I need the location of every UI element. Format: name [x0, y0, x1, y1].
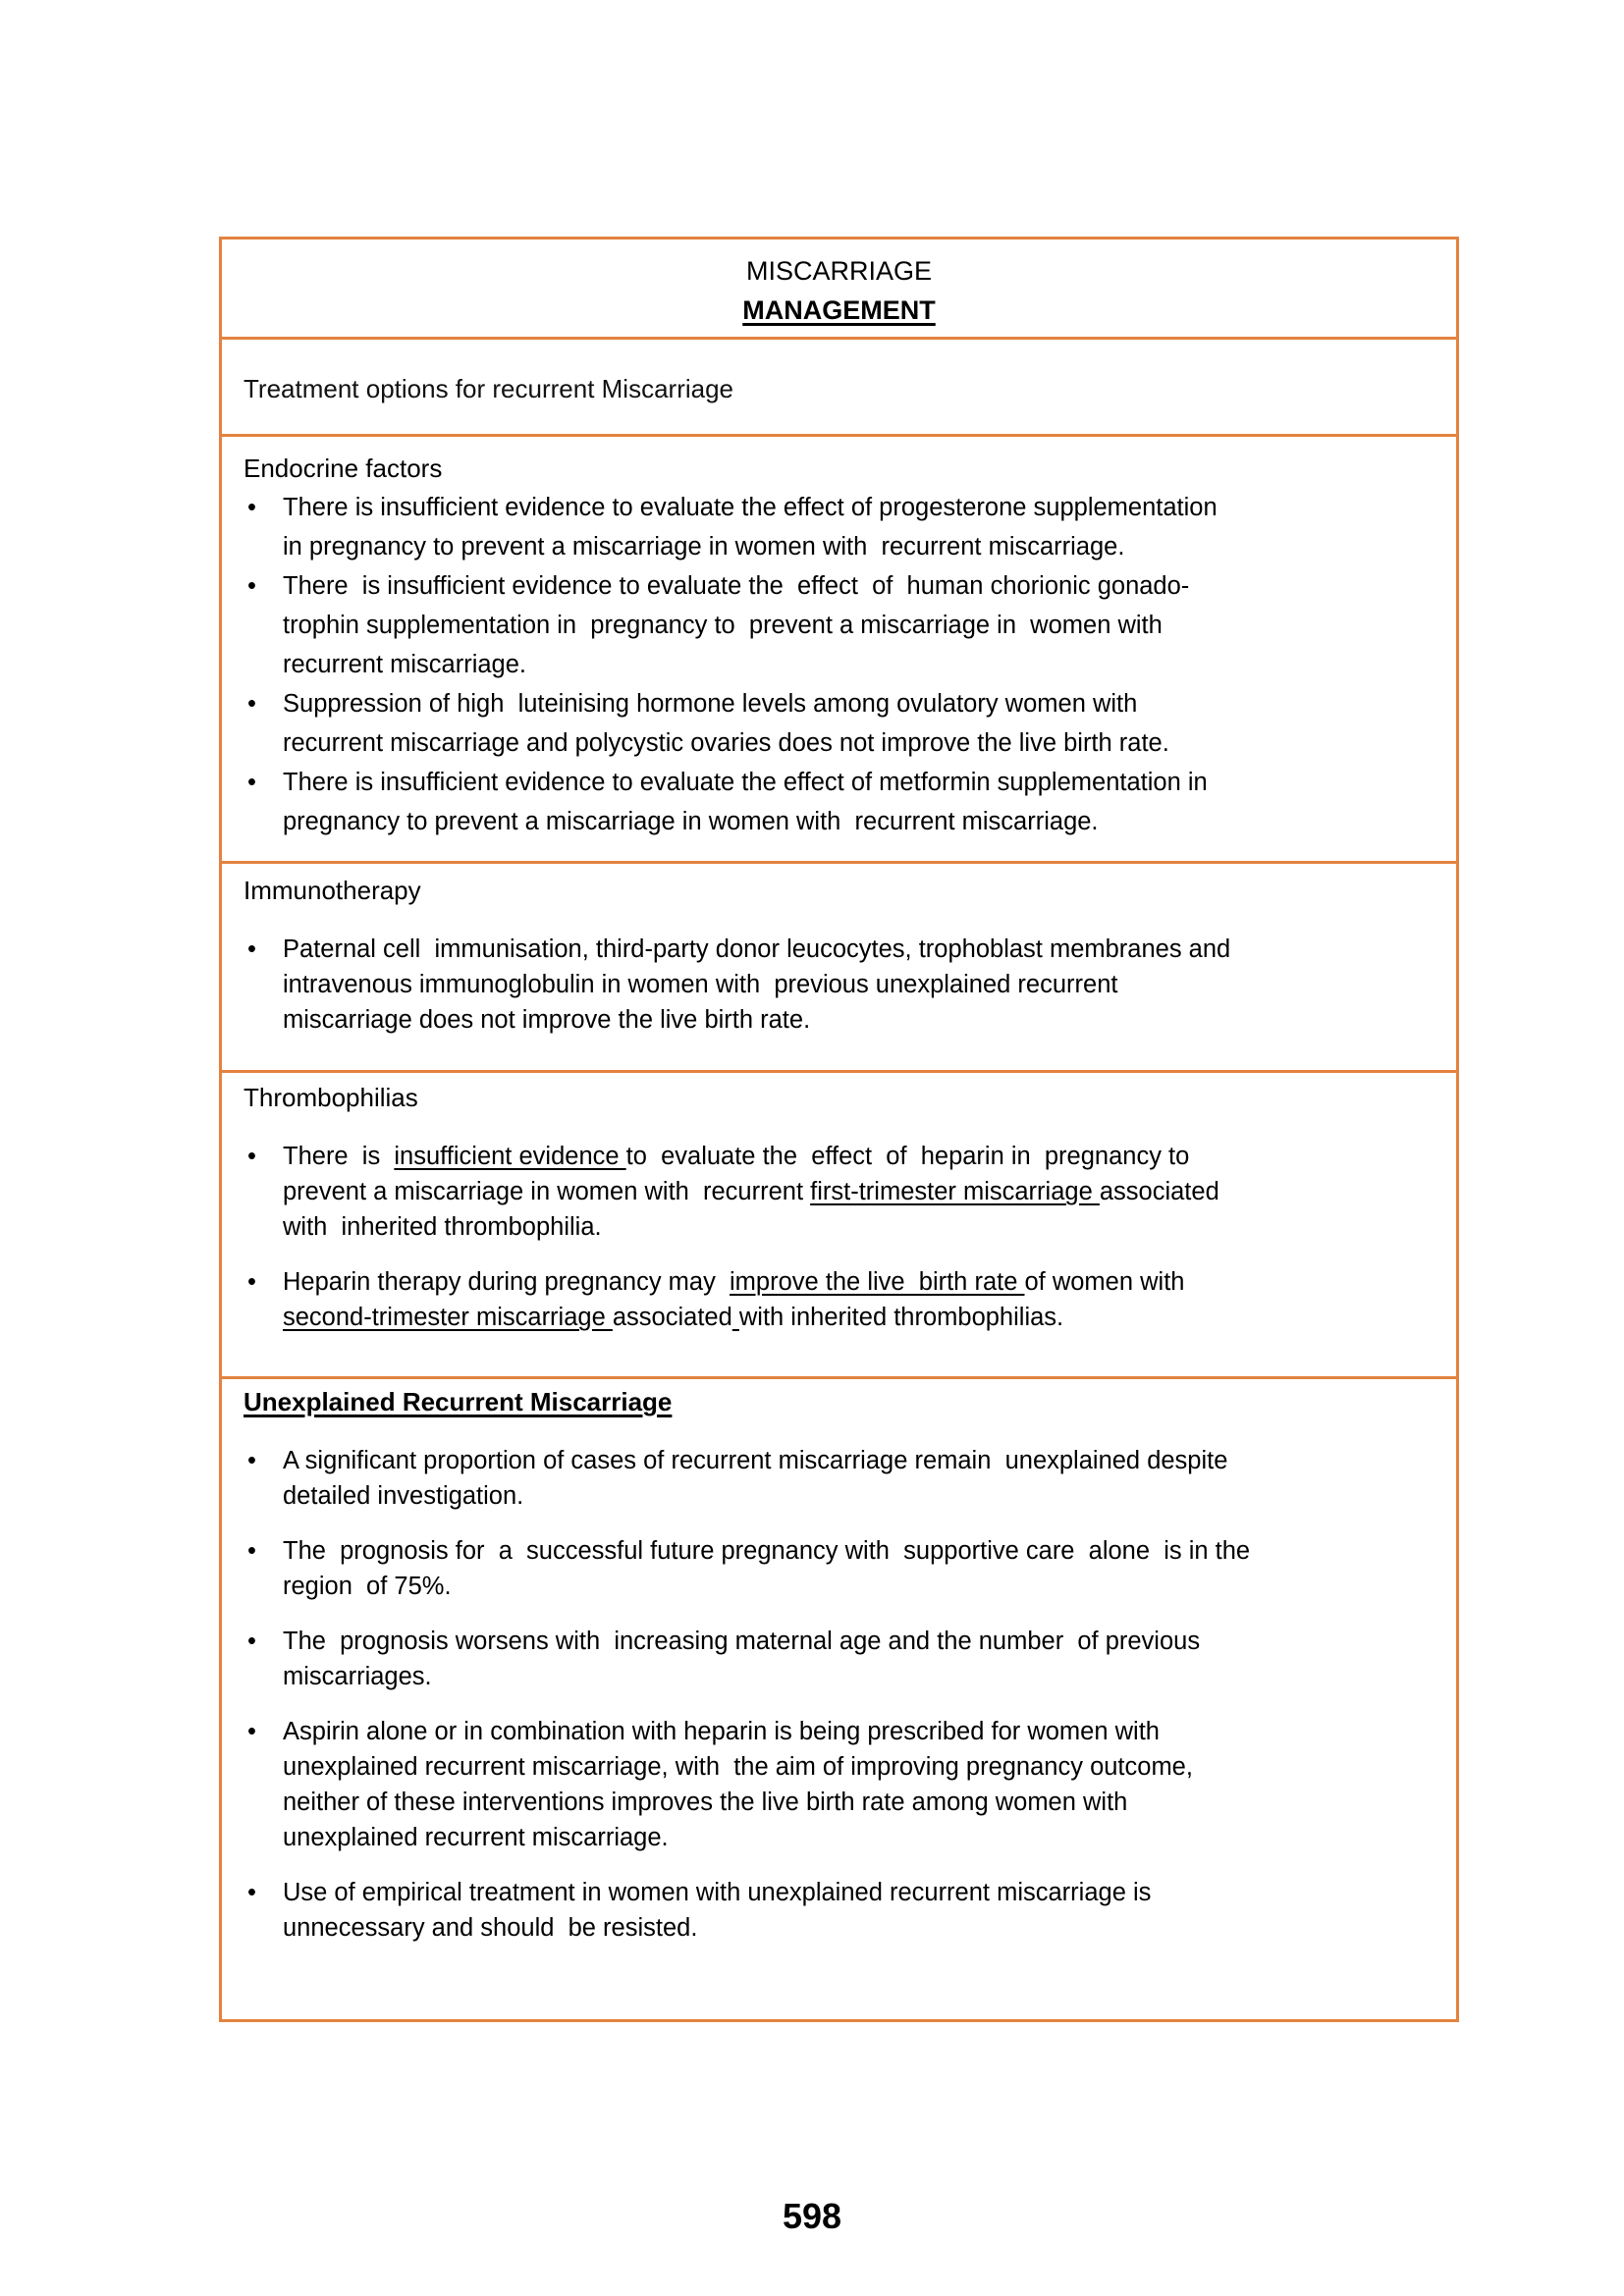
bullet-icon: •: [247, 1718, 256, 1745]
text-line: [283, 527, 1436, 566]
text-line: [283, 1443, 1436, 1478]
text-line: [283, 1659, 1436, 1694]
bullet-list: [244, 488, 1436, 841]
list-item: [244, 1139, 1436, 1245]
bullet-icon: •: [247, 494, 256, 521]
text-segment: in pregnancy to prevent a miscarriage in women with recurrent miscarriage.: [283, 533, 1125, 561]
text-line: [283, 684, 1436, 723]
bullet-icon: •: [247, 690, 256, 718]
text-segment: Use of empirical treatment in women with unexplained recurrent miscarriage is: [283, 1879, 1152, 1906]
text-segment: intravenous immunoglobulin in women with previous unexplained recurrent: [283, 971, 1118, 998]
text-segment: to evaluate the effect of heparin in pregnancy to: [625, 1143, 1190, 1170]
text-segment: Suppression of high luteinising hormone levels among ovulatory women with: [283, 690, 1138, 718]
subtitle: Treatment options for recurrent Miscarriage: [244, 374, 734, 403]
text-line: [283, 1624, 1436, 1659]
text-line: [283, 763, 1436, 802]
bullet-icon: •: [247, 1268, 256, 1296]
underlined-text: [732, 1304, 739, 1331]
text-segment: recurrent miscarriage.: [283, 651, 526, 678]
text-segment: neither of these interventions improves the live birth rate among women with: [283, 1789, 1128, 1816]
list-item: [244, 932, 1436, 1038]
section-heading: Unexplained Recurrent Miscarriage: [244, 1387, 673, 1416]
underlined-text: first-trimester miscarriage: [810, 1178, 1100, 1205]
text-segment: There is insufficient evidence to evaluate the effect of progesterone supplementation: [283, 494, 1218, 521]
text-line: [283, 802, 1436, 841]
text-line: [283, 1714, 1436, 1749]
text-segment: There is: [283, 1143, 395, 1170]
text-segment: unexplained recurrent miscarriage.: [283, 1824, 669, 1851]
text-segment: The prognosis for a successful future pregnancy with supportive care alone is in the: [283, 1537, 1251, 1565]
section-thrombophilias: [222, 1070, 1456, 1379]
list-item: [244, 763, 1436, 841]
text-segment: with inherited thrombophilia.: [283, 1213, 602, 1241]
text-segment: Aspirin alone or in combination with heparin is being prescribed for women with: [283, 1718, 1160, 1745]
list-item: [244, 566, 1436, 684]
text-segment: of women with: [1024, 1268, 1185, 1296]
text-segment: prevent a miscarriage in women with recurrent: [283, 1178, 811, 1205]
text-segment: region of 75%.: [283, 1573, 452, 1600]
text-segment: The prognosis worsens with increasing maternal age and the number of previous: [283, 1628, 1201, 1655]
list-item: [244, 1443, 1436, 1514]
text-line: [283, 1139, 1436, 1174]
text-line: [283, 606, 1436, 645]
text-segment: miscarriage does not improve the live birth rate.: [283, 1006, 811, 1034]
text-line: [283, 932, 1436, 967]
underlined-text: improve the live birth rate: [730, 1268, 1025, 1296]
bullet-icon: •: [247, 935, 256, 963]
text-segment: with inherited thrombophilias.: [738, 1304, 1064, 1331]
text-segment: unnecessary and should be resisted.: [283, 1914, 698, 1942]
bullet-icon: •: [247, 1628, 256, 1655]
text-segment: associated: [612, 1304, 732, 1331]
underlined-text: insufficient evidence: [394, 1143, 626, 1170]
bullet-icon: •: [247, 1879, 256, 1906]
text-segment: trophin supplementation in pregnancy to prevent a miscarriage in women with: [283, 612, 1163, 639]
list-item: [244, 1714, 1436, 1855]
list-item: [244, 1624, 1436, 1694]
text-line: [283, 1910, 1436, 1946]
text-segment: Heparin therapy during pregnancy may: [283, 1268, 731, 1296]
text-segment: A significant proportion of cases of recurrent miscarriage remain unexplained despite: [283, 1447, 1228, 1474]
list-item: [244, 1264, 1436, 1335]
underlined-text: second-trimester miscarriage: [283, 1304, 613, 1331]
bullet-icon: •: [247, 1143, 256, 1170]
section-heading: Immunotherapy: [244, 876, 421, 905]
bullet-list: [244, 1443, 1436, 1946]
text-line: [283, 1209, 1436, 1245]
text-line: [283, 566, 1436, 606]
text-segment: There is insufficient evidence to evaluate the effect of metformin supplementation in: [283, 769, 1208, 796]
text-segment: pregnancy to prevent a miscarriage in women with recurrent miscarriage.: [283, 808, 1099, 835]
title-line-1: MISCARRIAGE: [745, 256, 933, 286]
subtitle-row: [222, 337, 1456, 437]
table-header: [222, 240, 1456, 340]
text-line: [283, 1478, 1436, 1514]
text-line: [283, 1749, 1436, 1785]
bullet-icon: •: [247, 769, 256, 796]
section-unexplained: [222, 1376, 1456, 2019]
text-line: [283, 1533, 1436, 1569]
section-heading: Endocrine factors: [244, 454, 443, 483]
text-line: [283, 1002, 1436, 1038]
bullet-list: [244, 1139, 1436, 1335]
text-line: [283, 645, 1436, 684]
section-endocrine: [222, 435, 1456, 864]
text-segment: Paternal cell immunisation, third-party donor leucocytes, trophoblast membranes and: [283, 935, 1231, 963]
text-line: [283, 967, 1436, 1002]
list-item: [244, 488, 1436, 566]
text-segment: detailed investigation.: [283, 1482, 524, 1510]
text-segment: associated: [1099, 1178, 1219, 1205]
text-line: [283, 1569, 1436, 1604]
bullet-icon: •: [247, 1537, 256, 1565]
text-line: [283, 1264, 1436, 1300]
bullet-list: [244, 932, 1436, 1038]
page-title: MANAGEMENT: [742, 295, 936, 325]
text-line: [283, 1785, 1436, 1820]
bullet-icon: •: [247, 1447, 256, 1474]
text-segment: unexplained recurrent miscarriage, with the aim of improving pregnancy outcome,: [283, 1753, 1193, 1781]
text-line: [283, 1820, 1436, 1855]
list-item: [244, 1875, 1436, 1946]
text-line: [283, 488, 1436, 527]
list-item: [244, 684, 1436, 763]
section-immunotherapy: [222, 861, 1456, 1073]
section-heading: Thrombophilias: [244, 1083, 418, 1112]
text-line: [283, 1300, 1436, 1335]
bullet-icon: •: [247, 572, 256, 600]
text-line: [283, 1875, 1436, 1910]
page-number: 598: [782, 2196, 842, 2236]
text-segment: miscarriages.: [283, 1663, 432, 1690]
text-segment: There is insufficient evidence to evaluate the effect of human chorionic gonado-: [283, 572, 1190, 600]
list-item: [244, 1533, 1436, 1604]
text-line: [283, 723, 1436, 763]
text-line: [283, 1174, 1436, 1209]
text-segment: recurrent miscarriage and polycystic ovaries does not improve the live birth rate.: [283, 729, 1169, 757]
management-table: [219, 237, 1459, 2022]
